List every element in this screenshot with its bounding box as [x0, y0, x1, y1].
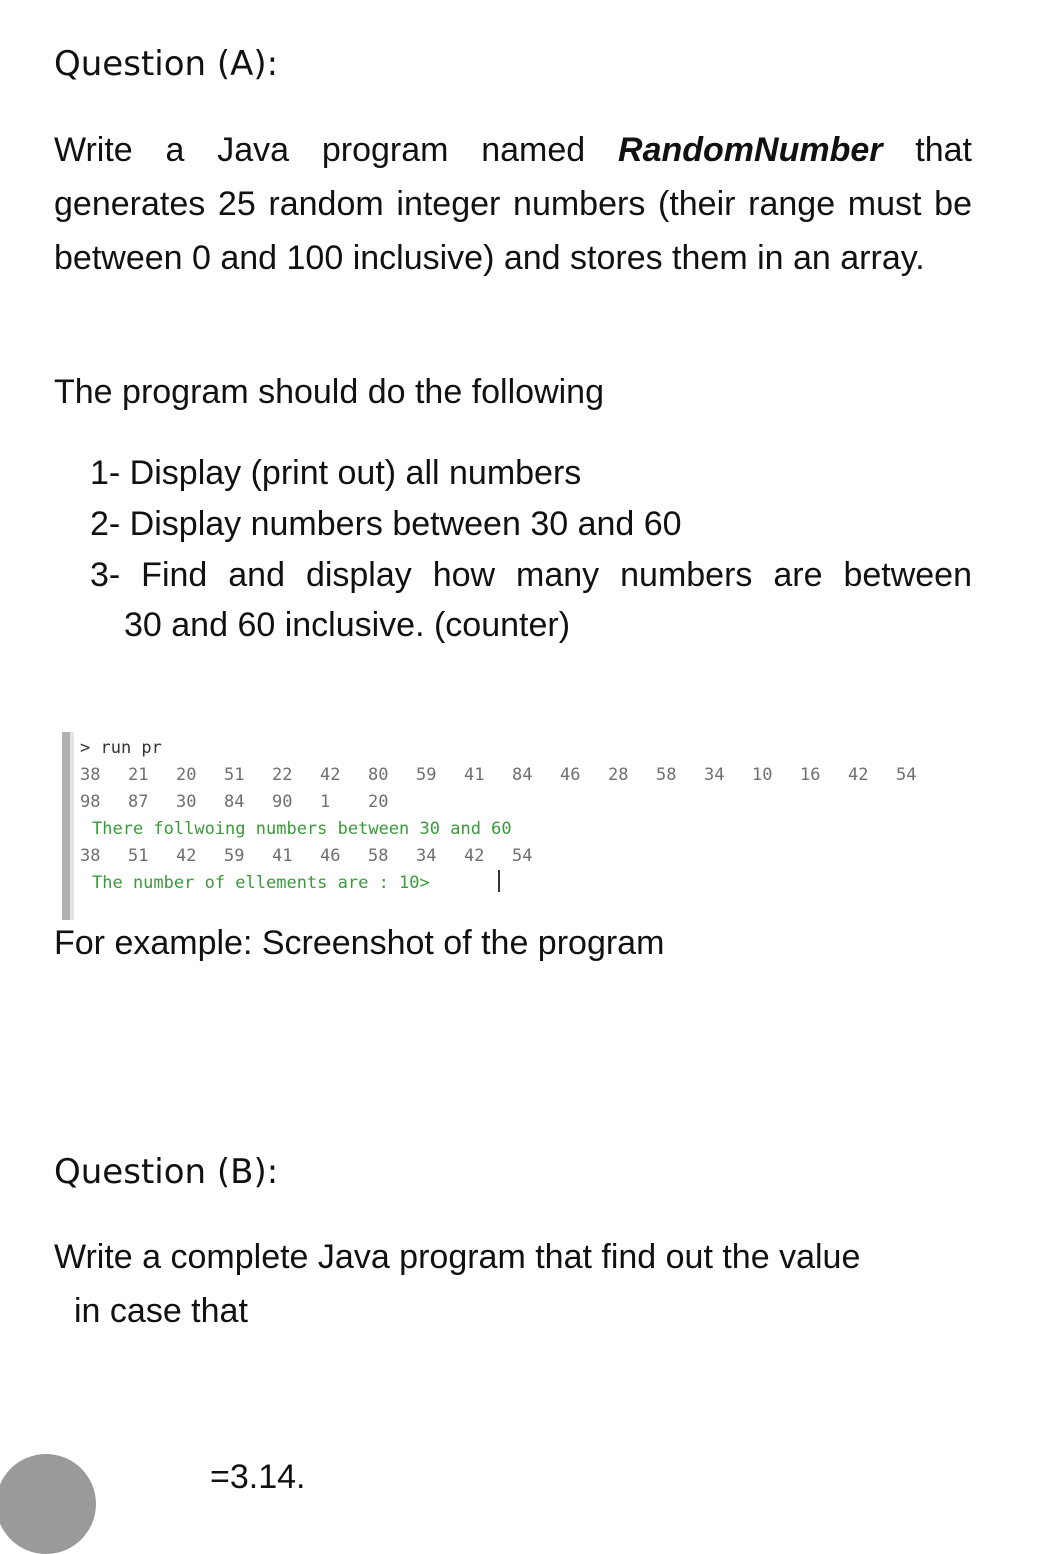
console-number: 84 [224, 792, 245, 812]
console-screenshot [62, 732, 942, 920]
console-output-row-2 [80, 792, 416, 812]
console-number: 42 [176, 846, 197, 866]
question-b-value: =3.14. [210, 1458, 306, 1496]
console-number: 20 [368, 792, 389, 812]
console-number: 1 [320, 792, 331, 812]
console-number: 34 [704, 765, 725, 785]
console-number: 22 [272, 765, 293, 785]
question-a-lead: The program should do the following [54, 373, 604, 411]
avatar-circle [0, 1454, 96, 1554]
program-name: RandomNumber [618, 131, 883, 169]
console-number: 98 [80, 792, 101, 812]
console-number: 59 [224, 846, 245, 866]
console-number: 90 [272, 792, 293, 812]
console-number: 54 [896, 765, 917, 785]
console-count-message: The number of ellements are : 10> [92, 873, 440, 893]
console-number: 46 [320, 846, 341, 866]
step-2: 2- Display numbers between 30 and 60 [90, 505, 682, 543]
console-number: 16 [800, 765, 821, 785]
question-a-intro [54, 123, 972, 285]
step-3: 3- Find and display how many numbers are between [90, 556, 972, 594]
console-number: 54 [512, 846, 533, 866]
console-number: 51 [224, 765, 245, 785]
console-output-row-1 [80, 765, 944, 785]
step-3-continued: 30 and 60 inclusive. (counter) [124, 606, 571, 644]
question-a-heading: Question (A): [54, 44, 279, 84]
intro-prefix: Write a Java program named [54, 131, 619, 169]
question-b-line-1: Write a complete Java program that find out the value [54, 1238, 861, 1276]
console-number: 46 [560, 765, 581, 785]
question-b-heading: Question (B): [54, 1152, 279, 1192]
console-output-row-3 [80, 846, 560, 866]
console-number: 51 [128, 846, 149, 866]
console-number: 20 [176, 765, 197, 785]
step-1: 1- Display (print out) all numbers [90, 454, 582, 492]
console-number: 41 [464, 765, 485, 785]
screenshot-caption: For example: Screenshot of the program [54, 924, 665, 962]
console-number: 58 [656, 765, 677, 785]
console-between-message: There follwoing numbers between 30 and 60 [92, 819, 512, 839]
console-prompt: > run pr [80, 738, 162, 758]
console-number: 28 [608, 765, 629, 785]
console-number: 80 [368, 765, 389, 785]
console-number: 84 [512, 765, 533, 785]
console-caret [498, 870, 500, 892]
console-number: 38 [80, 765, 101, 785]
console-number: 42 [320, 765, 341, 785]
console-number: 30 [176, 792, 197, 812]
intro-suffix: that generates 25 random integer numbers (their range must be between 0 and 100 inclusive) and stores them in an array. [54, 131, 972, 277]
console-gutter-edge [70, 732, 74, 920]
console-number: 10 [752, 765, 773, 785]
console-number: 42 [848, 765, 869, 785]
question-b-line-2: in case that [74, 1292, 248, 1330]
console-gutter [62, 732, 70, 920]
console-number: 41 [272, 846, 293, 866]
console-number: 42 [464, 846, 485, 866]
console-number: 21 [128, 765, 149, 785]
console-number: 38 [80, 846, 101, 866]
console-number: 87 [128, 792, 149, 812]
console-number: 59 [416, 765, 437, 785]
console-number: 34 [416, 846, 437, 866]
console-number: 58 [368, 846, 389, 866]
